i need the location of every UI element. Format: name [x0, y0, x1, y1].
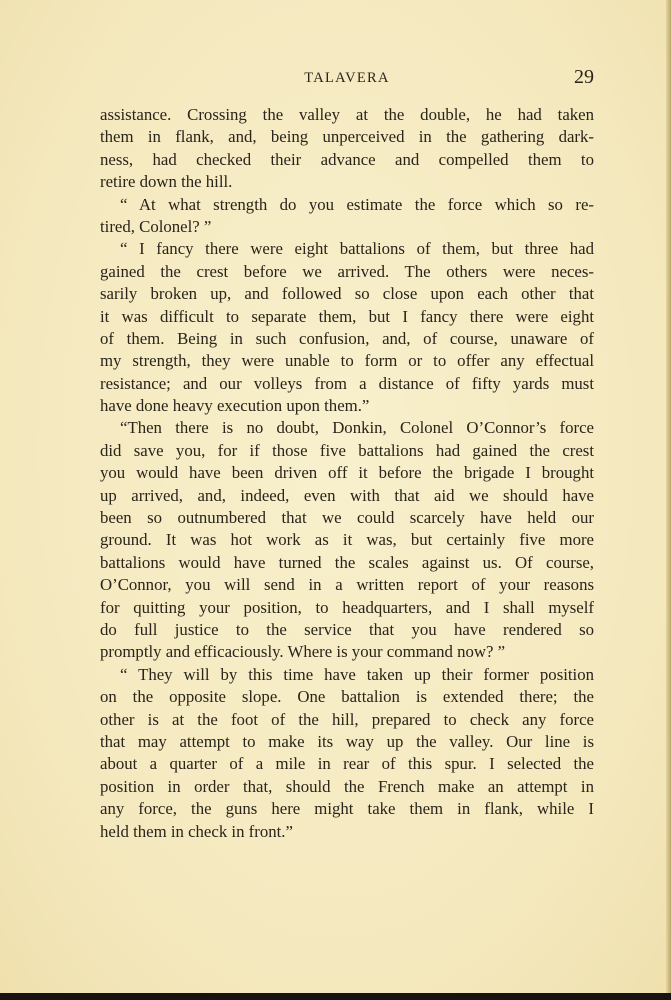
text-line: do full justice to the service that you have rendered so — [100, 619, 594, 639]
body-text — [100, 104, 594, 843]
text-line: it was difficult to separate them, but I fancy there were eight — [100, 306, 594, 326]
text-line: “ They will by this time have taken up their former position — [120, 664, 594, 684]
text-line: position in order that, should the French make an attempt in — [100, 776, 594, 796]
text-line: gained the crest before we arrived. The others were neces- — [100, 261, 594, 281]
text-line: that may attempt to make its way up the valley. Our line is — [100, 731, 594, 751]
text-line: did save you, for if those five battalions had gained the crest — [100, 440, 594, 460]
running-head: TALAVERA — [304, 70, 390, 86]
text-line: “ At what strength do you estimate the force which so re- — [120, 194, 594, 214]
text-line: “Then there is no doubt, Donkin, Colonel O’Connor’s force — [120, 418, 594, 438]
text-line: them in flank, and, being unperceived in the gathering dark- — [100, 127, 594, 147]
scan-border — [0, 993, 671, 1000]
text-line: on the opposite slope. One battalion is extended there; the — [100, 687, 594, 707]
text-line: resistance; and our volleys from a distance of fifty yards must — [100, 373, 594, 393]
text-line: up arrived, and, indeed, even with that aid we should have — [100, 485, 594, 505]
text-line: assistance. Crossing the valley at the double, he had taken — [100, 105, 594, 124]
text-line: sarily broken up, and followed so close upon each other that — [100, 284, 594, 304]
text-line: retire down the hill. — [100, 172, 233, 192]
text-line: battalions would have turned the scales against us. Of course, — [100, 552, 594, 572]
text-line: for quitting your position, to headquarters, and I shall myself — [100, 597, 594, 617]
text-line: you would have been driven off it before the brigade I brought — [100, 463, 594, 483]
text-line: ness, had checked their advance and compelled them to — [100, 149, 594, 169]
text-line: promptly and efficaciously. Where is your command now? ” — [100, 642, 506, 662]
text-line: any force, the guns here might take them in flank, while I — [100, 799, 594, 819]
text-line: held them in check in front.” — [100, 821, 293, 841]
text-line: tired, Colonel? ” — [100, 216, 212, 236]
text-line: have done heavy execution upon them.” — [100, 396, 370, 416]
page-number: 29 — [574, 66, 594, 88]
page-edge — [666, 0, 671, 1000]
text-line: O’Connor, you will send in a written report of your reasons — [100, 575, 594, 595]
text-line: “ I fancy there were eight battalions of them, but three had — [120, 239, 594, 259]
text-line: of them. Being in such confusion, and, of course, unaware of — [100, 328, 594, 348]
page-header — [100, 66, 594, 92]
text-line: about a quarter of a mile in rear of this spur. I selected the — [100, 754, 594, 774]
text-line: been so outnumbered that we could scarcely have held our — [100, 508, 594, 528]
text-line: my strength, they were unable to form or to offer any effectual — [100, 351, 594, 371]
text-line: ground. It was hot work as it was, but certainly five more — [100, 530, 594, 550]
text-line: other is at the foot of the hill, prepared to check any force — [100, 709, 594, 729]
